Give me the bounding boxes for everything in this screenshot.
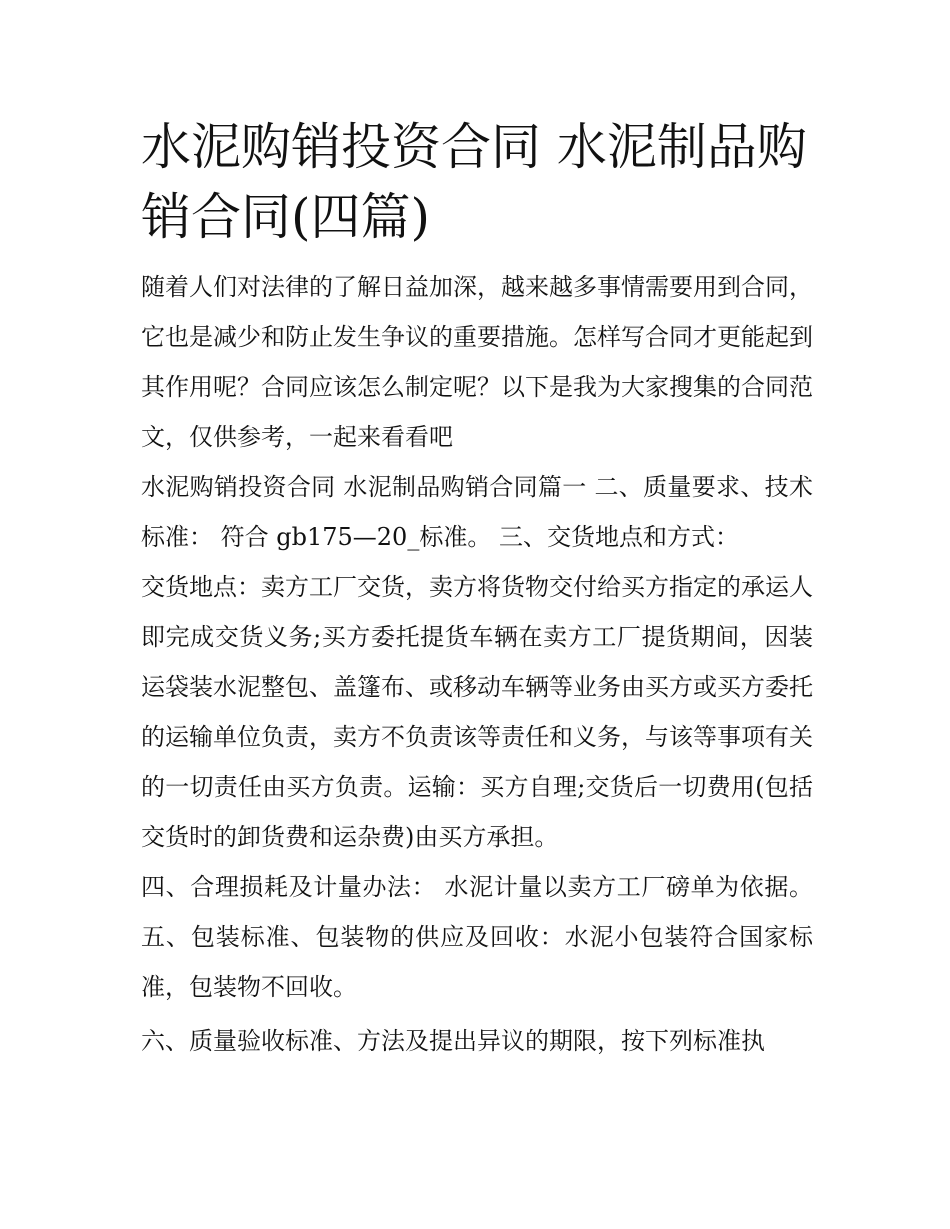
paragraph-delivery: 交货地点：卖方工厂交货，卖方将货物交付给买方指定的承运人即完成交货义务;买方委托提货车辆在卖方工厂提货期间，因装运袋装水泥整包、盖篷布、或移动车辆等业务由买方或买方委托的运输单位负责，卖方不负责该等责任和义务，与该等事项有关的一切责任由买方负责。运输：买方自理;交货后一切费用(包括交货时的卸货费和运杂费)由买方承担。 bbox=[141, 573, 813, 851]
document-body bbox=[141, 112, 813, 1066]
paragraph-section-six: 六、质量验收标准、方法及提出异议的期限，按下列标准执 bbox=[141, 1027, 765, 1055]
paragraph-section-two-three: 水泥购销投资合同 水泥制品购销合同篇一 二、质量要求、技术标准： 符合 gb175—20_标准。 三、交货地点和方式： bbox=[141, 473, 813, 551]
paragraph-section-four-five: 四、合理损耗及计量办法： 水泥计量以卖方工厂磅单为依据。 五、包装标准、包装物的供应及回收：水泥小包装符合国家标准，包装物不回收。 bbox=[141, 873, 813, 1001]
paragraph-intro: 随着人们对法律的了解日益加深，越来越多事情需要用到合同，它也是减少和防止发生争议的重要措施。怎样写合同才更能起到其作用呢？合同应该怎么制定呢？以下是我为大家搜集的合同范文，仅供参考，一起来看看吧 bbox=[141, 273, 813, 451]
document-title: 水泥购销投资合同 水泥制品购销合同(四篇) bbox=[141, 118, 807, 246]
